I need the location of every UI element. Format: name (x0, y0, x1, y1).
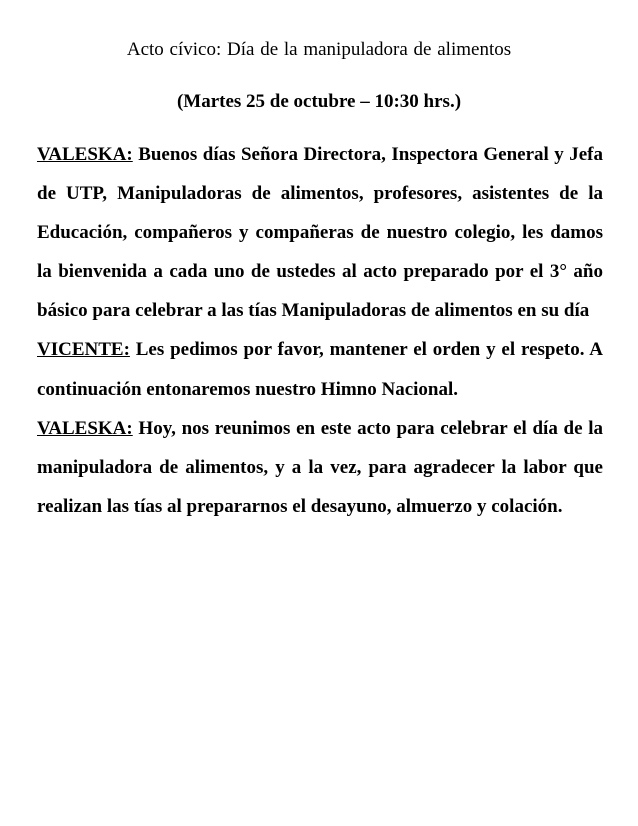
paragraph-text: Buenos días Señora Directora, Inspectora General y Jefa de UTP, Manipuladoras de alimentos, profesores, asistentes de la Educación, compañeros y compañeras de nuestro colegio, les damos la bienvenida a cada uno de ustedes al acto preparado por el 3° año básico para celebrar a las tías Manipuladoras de alimentos en su día (37, 144, 603, 322)
dialogue-paragraph (37, 409, 603, 526)
speaker-label: VALESKA: (37, 417, 133, 439)
dialogue-body (37, 135, 603, 526)
speaker-label: VICENTE: (37, 339, 130, 361)
paragraph-text: Les pedimos por favor, mantener el orden y el respeto. A continuación entonaremos nuestro Himno Nacional. (37, 339, 603, 400)
speaker-label: VALESKA: (37, 144, 133, 165)
paragraph-text: Hoy, nos reunimos en este acto para celebrar el día de la manipuladora de alimentos, y a la vez, para agradecer la labor que realizan las tías al prepararnos el desayuno, almuerzo y colación. (37, 417, 603, 517)
document-subtitle: (Martes 25 de octubre – 10:30 hrs.) (176, 91, 462, 112)
dialogue-paragraph (37, 330, 603, 408)
document-title: Acto cívico: Día de la manipuladora de alimentos (126, 39, 512, 60)
dialogue-paragraph (37, 135, 603, 330)
